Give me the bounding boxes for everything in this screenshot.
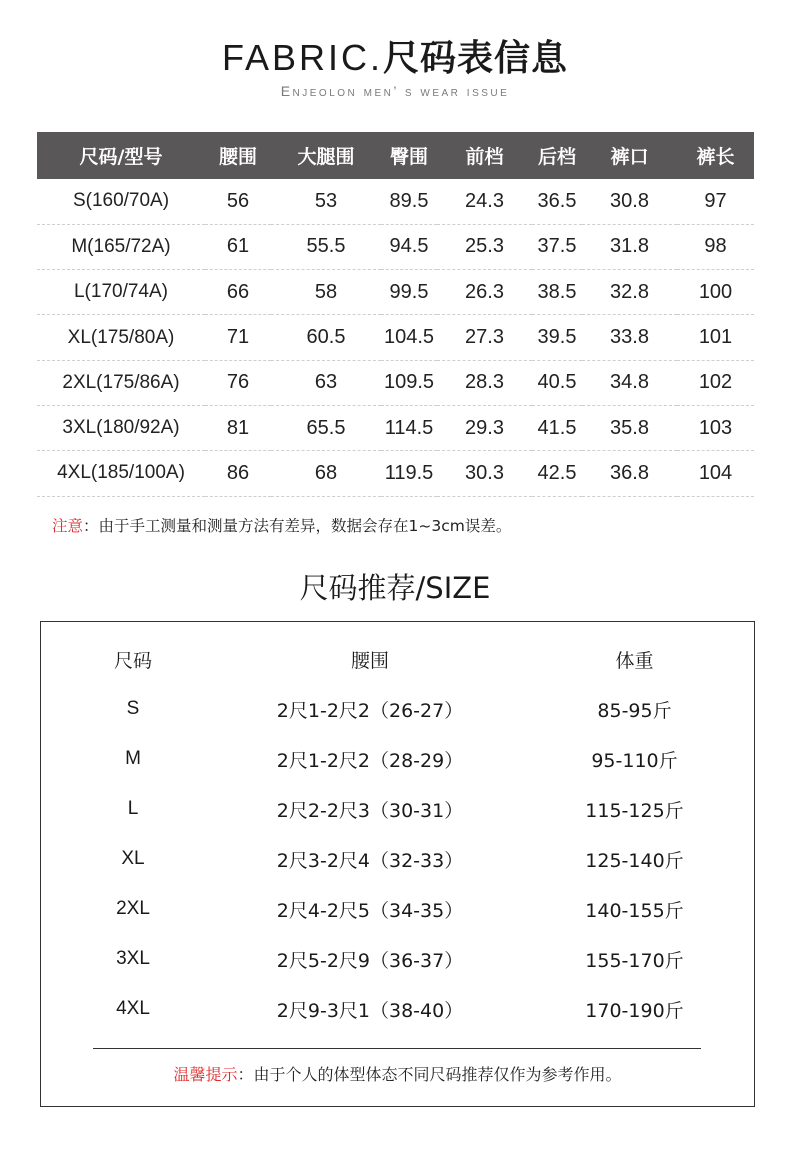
- weight-cell: 140-155斤: [585, 899, 684, 922]
- size-table-header-row: [37, 132, 754, 179]
- table-row: [37, 360, 754, 405]
- measure-cell: 76: [205, 360, 271, 405]
- measure-cell: 100: [677, 270, 754, 315]
- size-cell: M(165/72A): [37, 224, 205, 269]
- size-cell: XL: [121, 848, 145, 869]
- measure-cell: 30.8: [582, 179, 677, 224]
- table-row: [37, 179, 754, 224]
- measurement-note: [52, 514, 511, 536]
- waist-cell: 2尺9-3尺1（38-40）: [276, 999, 464, 1022]
- page-title: [0, 36, 790, 81]
- measure-cell: 38.5: [532, 270, 582, 315]
- header-cell: 尺码/型号: [79, 146, 163, 168]
- weight-cell: 125-140斤: [585, 849, 684, 872]
- title-en: FABRIC.: [221, 37, 383, 78]
- measure-cell: 61: [205, 224, 271, 269]
- recommend-tip: [41, 1062, 754, 1085]
- measure-cell: 30.3: [437, 451, 532, 496]
- size-cell: L: [127, 798, 139, 819]
- table-row: [37, 315, 754, 360]
- header-cell: 大腿围: [297, 146, 355, 168]
- measure-cell: 39.5: [532, 315, 582, 360]
- table-row: [41, 834, 754, 884]
- recommend-title: 尺码推荐/SIZE: [299, 571, 491, 605]
- measure-cell: 103: [677, 405, 754, 450]
- measure-cell: 36.8: [582, 451, 677, 496]
- table-row: [37, 224, 754, 269]
- recommend-table: [41, 634, 754, 1034]
- tip-text: ：由于个人的体型体态不同尺码推荐仅作为参考作用。: [237, 1065, 622, 1084]
- title-cn: 尺码表信息: [383, 38, 569, 79]
- waist-cell: 2尺4-2尺5（34-35）: [276, 899, 464, 922]
- measure-cell: 104.5: [381, 315, 437, 360]
- page-header: [0, 36, 790, 99]
- measure-cell: 34.8: [582, 360, 677, 405]
- note-text: ：由于手工测量和测量方法有差异，数据会存在1~3cm误差。: [83, 517, 512, 535]
- measure-cell: 71: [205, 315, 271, 360]
- measure-cell: 98: [677, 224, 754, 269]
- weight-cell: 115-125斤: [585, 799, 684, 822]
- table-row: [37, 451, 754, 496]
- tip-label: 温馨提示: [173, 1065, 238, 1084]
- size-cell: 4XL(185/100A): [37, 451, 205, 496]
- page-subtitle: Enjeolon men’ s wear issue: [280, 83, 510, 99]
- header-cell: 腰围: [218, 146, 257, 168]
- weight-cell: 95-110斤: [591, 749, 678, 772]
- table-row: [41, 984, 754, 1034]
- measure-cell: 35.8: [582, 405, 677, 450]
- waist-cell: 2尺2-2尺3（30-31）: [276, 799, 464, 822]
- measure-cell: 55.5: [271, 224, 381, 269]
- table-row: [41, 934, 754, 984]
- measure-cell: 89.5: [381, 179, 437, 224]
- waist-cell: 2尺5-2尺9（36-37）: [276, 949, 464, 972]
- measure-cell: 41.5: [532, 405, 582, 450]
- measure-cell: 94.5: [381, 224, 437, 269]
- measure-cell: 53: [271, 179, 381, 224]
- size-cell: L(170/74A): [37, 270, 205, 315]
- measure-cell: 28.3: [437, 360, 532, 405]
- size-cell: 2XL: [116, 898, 150, 919]
- measure-cell: 40.5: [532, 360, 582, 405]
- measure-cell: 31.8: [582, 224, 677, 269]
- measure-cell: 33.8: [582, 315, 677, 360]
- measure-cell: 29.3: [437, 405, 532, 450]
- measure-cell: 58: [271, 270, 381, 315]
- header-cell: 后档: [537, 146, 576, 168]
- header-cell: 臀围: [389, 146, 428, 168]
- note-label: 注意: [52, 517, 84, 535]
- measure-cell: 65.5: [271, 405, 381, 450]
- header-cell: 裤长: [696, 146, 735, 168]
- weight-cell: 155-170斤: [585, 949, 684, 972]
- measure-cell: 63: [271, 360, 381, 405]
- waist-cell: 2尺3-2尺4（32-33）: [276, 849, 464, 872]
- size-chart-table: [37, 132, 754, 497]
- measure-cell: 32.8: [582, 270, 677, 315]
- size-cell: M: [125, 748, 141, 769]
- measure-cell: 56: [205, 179, 271, 224]
- table-row: [41, 734, 754, 784]
- measure-cell: 119.5: [381, 451, 437, 496]
- measure-cell: 99.5: [381, 270, 437, 315]
- waist-cell: 2尺1-2尺2（28-29）: [276, 749, 464, 772]
- size-cell: S(160/70A): [37, 179, 205, 224]
- measure-cell: 66: [205, 270, 271, 315]
- size-cell: XL(175/80A): [37, 315, 205, 360]
- measure-cell: 25.3: [437, 224, 532, 269]
- header-cell: 体重: [615, 649, 654, 672]
- header-cell: 腰围: [350, 649, 389, 672]
- measure-cell: 36.5: [532, 179, 582, 224]
- measure-cell: 101: [677, 315, 754, 360]
- measure-cell: 26.3: [437, 270, 532, 315]
- header-cell: 裤口: [610, 146, 649, 168]
- header-cell: 前档: [465, 146, 504, 168]
- size-cell: 3XL(180/92A): [37, 405, 205, 450]
- measure-cell: 24.3: [437, 179, 532, 224]
- table-row: [41, 784, 754, 834]
- measure-cell: 102: [677, 360, 754, 405]
- measure-cell: 81: [205, 405, 271, 450]
- measure-cell: 60.5: [271, 315, 381, 360]
- table-row: [37, 405, 754, 450]
- measure-cell: 97: [677, 179, 754, 224]
- measure-cell: 68: [271, 451, 381, 496]
- size-cell: S: [126, 698, 140, 719]
- divider: [93, 1048, 701, 1049]
- measure-cell: 42.5: [532, 451, 582, 496]
- measure-cell: 37.5: [532, 224, 582, 269]
- table-row: [41, 884, 754, 934]
- measure-cell: 114.5: [381, 405, 437, 450]
- waist-cell: 2尺1-2尺2（26-27）: [276, 699, 464, 722]
- size-cell: 4XL: [116, 998, 150, 1019]
- size-cell: 3XL: [116, 948, 150, 969]
- size-cell: 2XL(175/86A): [37, 360, 205, 405]
- measure-cell: 104: [677, 451, 754, 496]
- recommend-header-row: [41, 634, 754, 684]
- table-row: [41, 684, 754, 734]
- measure-cell: 27.3: [437, 315, 532, 360]
- table-row: [37, 270, 754, 315]
- measure-cell: 109.5: [381, 360, 437, 405]
- weight-cell: 170-190斤: [585, 999, 684, 1022]
- measure-cell: 86: [205, 451, 271, 496]
- header-cell: 尺码: [113, 649, 152, 672]
- recommend-box: [40, 621, 755, 1107]
- weight-cell: 85-95斤: [597, 699, 672, 722]
